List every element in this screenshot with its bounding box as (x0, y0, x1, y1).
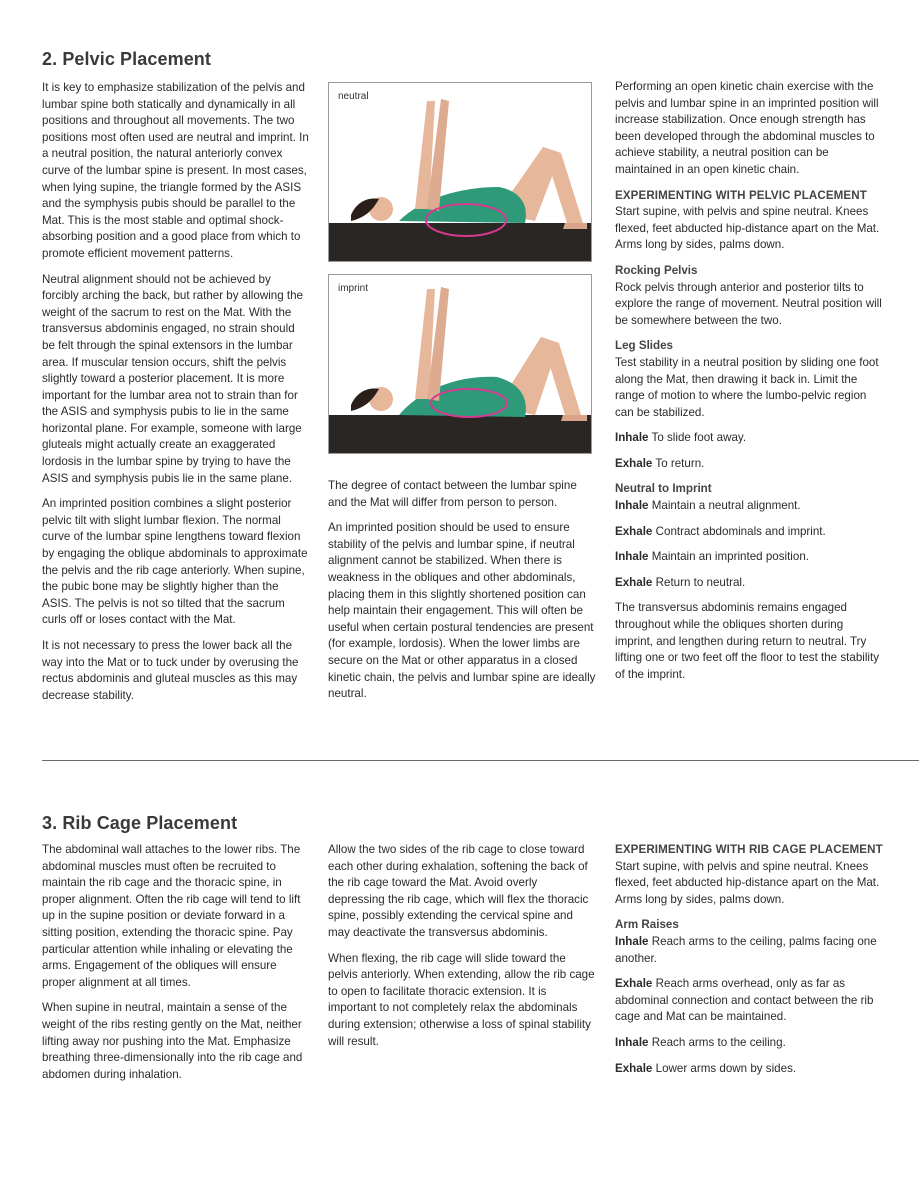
mat (329, 415, 591, 453)
subheading-arm-raises: Arm Raises (615, 918, 679, 932)
pelvic-section-title: 2. Pelvic Placement (42, 49, 211, 69)
step-text: Reach arms to the ceiling. (651, 1035, 786, 1049)
neutral-position-figure (328, 82, 592, 262)
step-text: Return to neutral. (655, 575, 746, 589)
step-text: Maintain a neutral alignment. (651, 499, 801, 513)
breath-step (615, 976, 883, 1026)
subheading-leg-slides: Leg Slides (615, 339, 673, 353)
paragraph: It is not necessary to press the lower back all the way into the Mat or to tuck under by overusing the rectus abdominis and gluteal muscles as this may decrease stability. (42, 639, 299, 702)
step-text: Maintain an imprinted position. (651, 550, 809, 564)
breath-step (615, 1061, 883, 1078)
subheading-rocking-pelvis: Rocking Pelvis (615, 263, 698, 277)
inhale-label: Inhale (615, 934, 649, 948)
paragraph: The abdominal wall attaches to the lower ribs. The abdominal muscles must often be recruited to maintain the rib cage and the thoracic spine, in proper alignment. Often the rib cage will tend to lift up in the supine position or deviate forward in a sitting position, extending the thoracic spine. Pay particular attention while inhaling or elevating the arms. Engagement of the obliques will ensure proper alignment at all times. (42, 843, 301, 989)
paragraph: Start supine, with pelvis and spine neutral. Knees flexed, feet abducted hip-distance apart on the Mat. Arms long by sides, palms down. (615, 859, 880, 906)
exhale-label: Exhale (615, 456, 653, 470)
ribcage-column-3 (615, 842, 883, 1086)
paragraph: Rock pelvis through anterior and posterior tilts to explore the range of movement. Neutral position will be somewhere between the two. (615, 280, 882, 327)
step-text: To slide foot away. (651, 431, 747, 445)
ribcage-section-title: 3. Rib Cage Placement (42, 813, 238, 833)
paragraph: When flexing, the rib cage will slide toward the pelvis anteriorly. When extending, allow the rib cage to open to facilitate thoracic extension. It is important to not completely relax the abdominals during extension; otherwise a loss of spinal stability will result. (328, 951, 595, 1048)
exhale-label: Exhale (615, 524, 653, 538)
step-text: Reach arms to the ceiling, palms facing one another. (615, 934, 877, 965)
figure-label: neutral (338, 91, 369, 102)
step-text: Reach arms overhead, only as far as abdominal connection and contact between the rib cage and Mat can be maintained. (615, 977, 874, 1024)
step-text: Lower arms down by sides. (655, 1061, 797, 1075)
paragraph: Test stability in a neutral position by sliding one foot along the Mat, then drawing it back in. Limit the range of motion to where the lumbo-pelvic region can be stabilized. (615, 355, 879, 419)
paragraph: The transversus abdominis remains engaged throughout while the obliques shorten during imprint, and lengthen during return to neutral. Try lifting one or two feet off the floor to test the stability of the imprint. (615, 601, 880, 681)
exhale-label: Exhale (615, 977, 653, 991)
experiment-heading: EXPERIMENTING WITH RIB CAGE PLACEMENT (615, 843, 883, 856)
ribcage-column-2 (328, 842, 596, 1059)
pelvic-column-3 (615, 79, 883, 692)
shin (543, 147, 583, 223)
breath-step (615, 430, 883, 447)
imprint-illustration (329, 275, 591, 453)
pelvic-column-2 (328, 478, 596, 712)
breath-step (615, 524, 883, 541)
exhale-label: Exhale (615, 575, 653, 589)
breath-step (615, 498, 883, 515)
foot (563, 223, 587, 229)
paragraph: Performing an open kinetic chain exercise with the pelvis and lumbar spine in an imprinted position will increase stabilization. Once enough strength has been developed through the abdominal muscles to achieve stability, a neutral position can be maintained in an open kinetic chain. (615, 80, 879, 176)
breath-step (615, 1035, 883, 1052)
paragraph: Allow the two sides of the rib cage to close toward each other during exhalation, softening the back of the rib cage toward the Mat. Avoid overly depressing the rib cage, which will flex the thoracic spine, possibly extending the cervical spine and may deactivate the transversus abdominis. (328, 843, 589, 939)
subheading-neutral-to-imprint: Neutral to Imprint (615, 482, 712, 496)
paragraph: The degree of contact between the lumbar spine and the Mat will differ from person to person. (328, 479, 577, 509)
inhale-label: Inhale (615, 550, 649, 564)
paragraph: An imprinted position should be used to ensure stability of the pelvis and lumbar spine, if neutral alignment cannot be stabilized. When there is weakness in the obliques and other abdominals, placing them in this slightly shortened position can help maintain their engagement. This will often be useful when certain postural tendencies are present (for example, lordosis). When the lower limbs are secure on the Mat or other apparatus in a closed kinetic chain, the pelvis and lumbar spine are ideally neutral. (328, 521, 596, 701)
breath-step (615, 575, 883, 592)
section-divider (42, 760, 919, 761)
neutral-illustration (329, 83, 591, 261)
paragraph: Neutral alignment should not be achieved by forcibly arching the back, but rather by allowing the weight of the sacrum to rest on the Mat. With the transversus abdominis engaged, no strain should be felt through the spinal extensors in the lumbar area. If muscular tension occurs, shift the pelvis slightly toward a posterior placement. It is more important for the lumbar area not to strain than for the ASIS and symphysis pubis to lie in the same horizontal plane. For example, someone with large gluteals might actually create an exaggerated lordosis in the lumbar spine by trying to have the ASIS and symphysis pubis lie in the same plane. (42, 272, 304, 485)
inhale-label: Inhale (615, 431, 649, 445)
experiment-heading: EXPERIMENTING WITH PELVIC PLACEMENT (615, 188, 867, 202)
paragraph: An imprinted position combines a slight posterior pelvic tilt with slight lumbar flexion. The normal curve of the lumbar spine lengthens toward flexion by engaging the oblique abdominals to approximate the pelvis and the rib cage anteriorly. When supine, the pubic bone may be slightly higher than the ASIS. The pelvis is not so tilted that the sacrum curls off or loses contact with the Mat. (42, 497, 308, 627)
exhale-label: Exhale (615, 1061, 653, 1075)
breath-step (615, 549, 883, 566)
breath-step (615, 456, 883, 473)
breath-step (615, 934, 883, 967)
paragraph: It is key to emphasize stabilization of the pelvis and lumbar spine both statically and dynamically in all positions and throughout all movements. The two positions most often used are neutral and imprint. In a neutral position, the natural anteriorly convex curve of the lumbar spine is present. In most cases, when lying supine, the triangle formed by the ASIS and the symphysis pubis should be parallel to the Mat. This is the most stable and optimal shock-absorbing position and a good place from which to promote efficient movement patterns. (42, 81, 309, 260)
pelvic-column-1 (42, 80, 310, 713)
mat (329, 223, 591, 261)
step-text: To return. (655, 456, 705, 470)
paragraph: When supine in neutral, maintain a sense of the weight of the ribs resting gently on the Mat, neither lifting away nor pushing into the Mat. Emphasize breathing three-dimensionally into the rib cage and abdomen during inhalation. (42, 1001, 303, 1081)
ribcage-column-1 (42, 842, 310, 1092)
foot (561, 415, 587, 421)
step-text: Contract abdominals and imprint. (655, 524, 826, 538)
figure-label: imprint (338, 283, 369, 294)
paragraph: Start supine, with pelvis and spine neutral. Knees flexed, feet abducted hip-distance apart on the Mat. Arms long by sides, palms down. (615, 205, 880, 252)
imprint-position-figure (328, 274, 592, 454)
inhale-label: Inhale (615, 499, 649, 513)
inhale-label: Inhale (615, 1035, 649, 1049)
